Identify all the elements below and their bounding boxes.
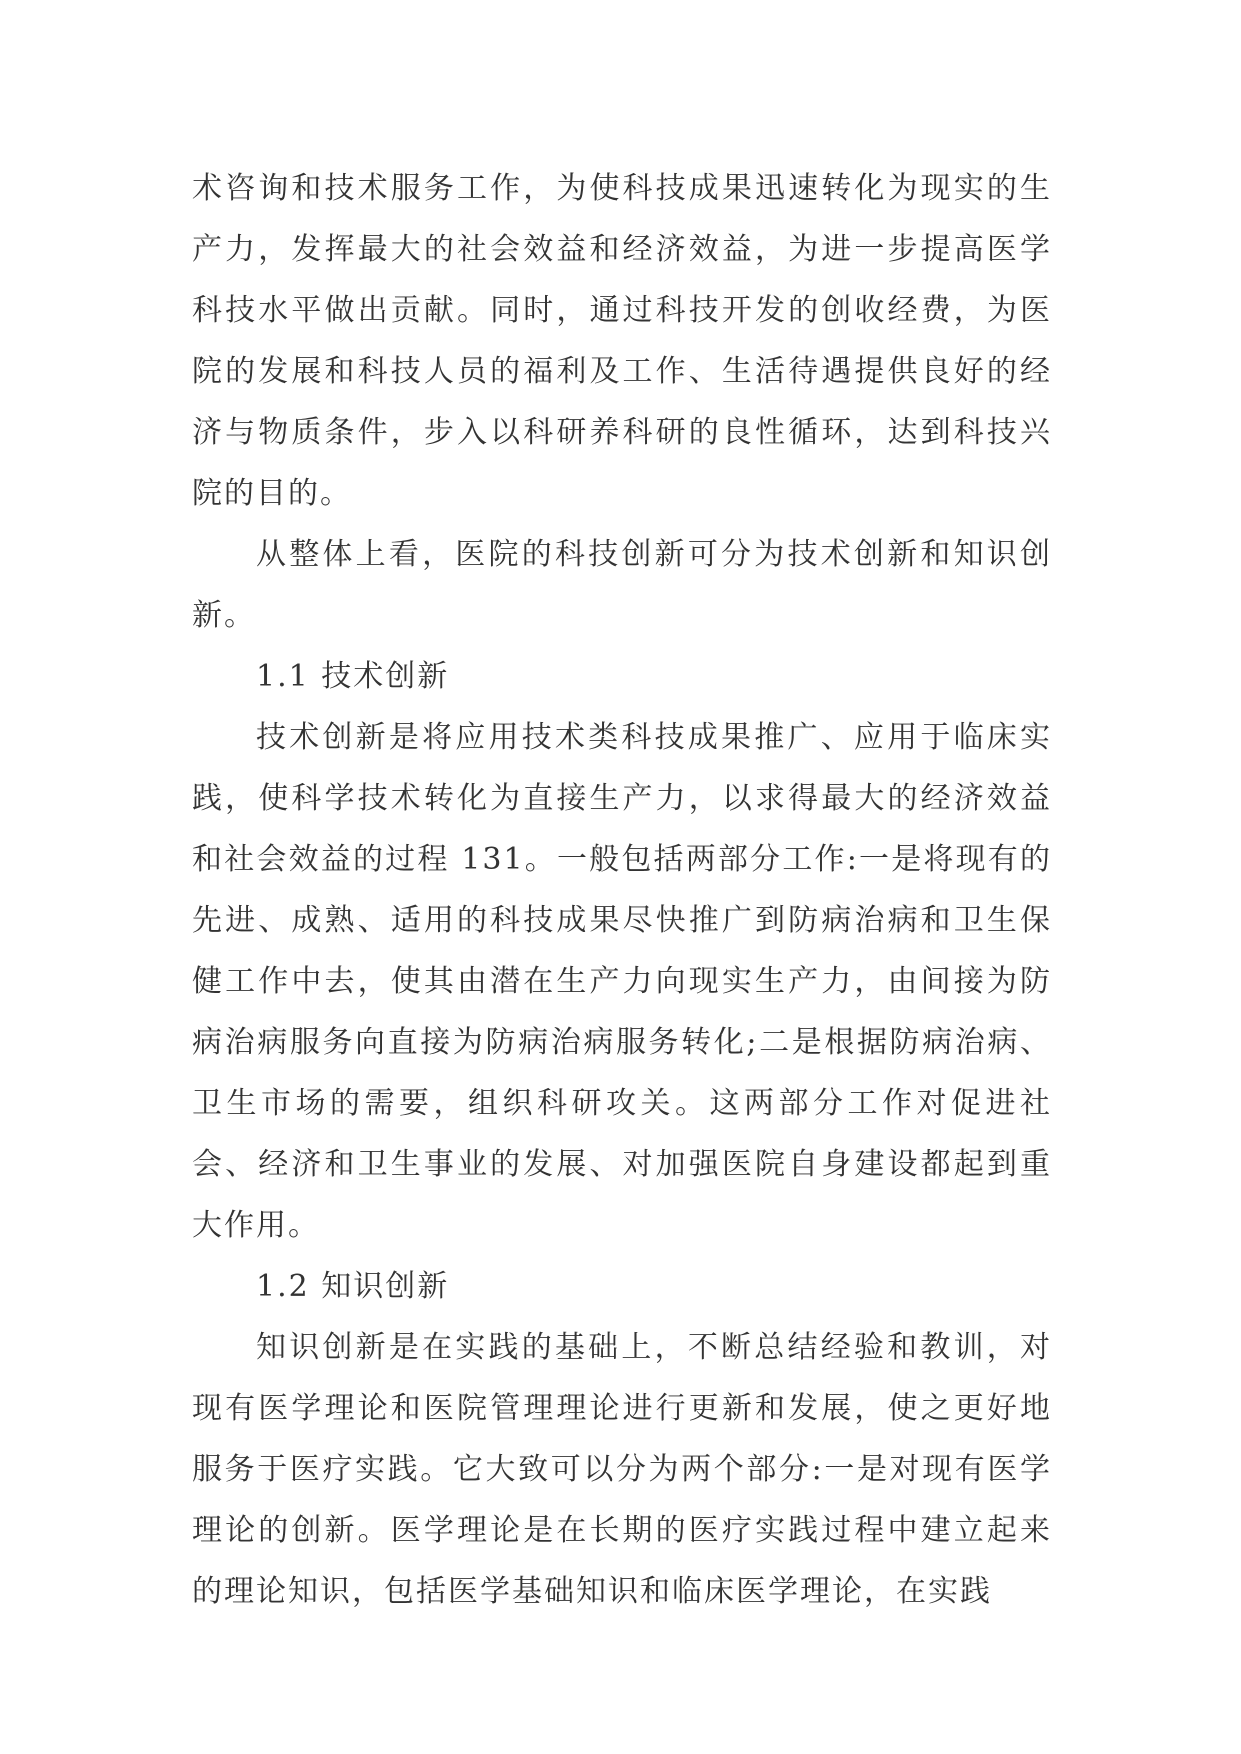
paragraph-continuation: 术咨询和技术服务工作，为使科技成果迅速转化为现实的生产力，发挥最大的社会效益和经济效益，为进一步提高医学科技水平做出贡献。同时，通过科技开发的创收经费，为医院的发展和科技人员的福利及工作、生活待遇提供良好的经济与物质条件，步入以科研养科研的良性循环，达到科技兴院的目的。: [192, 171, 1052, 511]
paragraph-knowledge-innovation: 知识创新是在实践的基础上，不断总结经验和教训，对现有医学理论和医院管理理论进行更新和发展，使之更好地服务于医疗实践。它大致可以分为两个部分:一是对现有医学理论的创新。医学理论是在长期的医疗实践过程中建立起来的理论知识，包括医学基础知识和临床医学理论，在实践: [192, 1330, 1052, 1609]
section-heading-knowledge-innovation: 1.2 知识创新: [256, 1269, 450, 1304]
document-body: [192, 158, 1052, 1622]
section-heading-technology-innovation: 1.1 技术创新: [256, 659, 450, 694]
paragraph-overview: 从整体上看，医院的科技创新可分为技术创新和知识创新。: [192, 537, 1052, 633]
paragraph-technology-innovation: 技术创新是将应用技术类科技成果推广、应用于临床实践，使科学技术转化为直接生产力，以求得最大的经济效益和社会效益的过程 131。一般包括两部分工作:一是将现有的先进、成熟、适用的科技成果尽快推广到防病治病和卫生保健工作中去，使其由潜在生产力向现实生产力，由间接为防病治病服务向直接为防病治病服务转化;二是根据防病治病、卫生市场的需要，组织科研攻关。这两部分工作对促进社会、经济和卫生事业的发展、对加强医院自身建设都起到重大作用。: [192, 720, 1052, 1243]
